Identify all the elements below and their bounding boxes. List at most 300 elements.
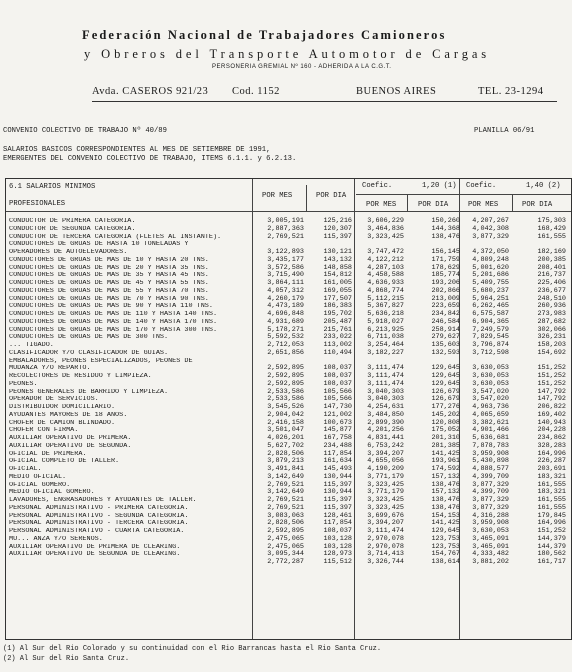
value-por-dia: 103,128 <box>323 542 352 551</box>
value-coef2-por-dia: 183,321 <box>537 488 566 497</box>
value-coef1-por-dia: 193,206 <box>431 279 460 287</box>
row-category: CONDUCTORES DE GRUAS DE MAS DE 140 Y HASTA 170 TNS. <box>9 318 218 326</box>
value-coef2-por-dia: 180,562 <box>537 550 566 559</box>
value-por-dia: 100,673 <box>323 418 352 427</box>
value-coef1-por-dia: 213,009 <box>431 294 460 303</box>
value-coef1-por-mes: 5,112,215 <box>367 294 404 303</box>
address-city: BUENOS AIRES <box>356 86 437 97</box>
value-coef1-por-dia: 135,603 <box>431 341 460 349</box>
value-por-mes: 3,715,490 <box>267 271 304 280</box>
section-title: 6.1 SALARIOS MINIMOS <box>9 183 96 191</box>
row-category: AYUDANTES MAYORES DE 18 AÑOS. <box>9 411 128 419</box>
value-coef1-por-mes: 2,899,390 <box>367 418 404 427</box>
row-category: MUDANZA Y/O REPARTO. <box>9 365 91 373</box>
value-por-dia: 215,761 <box>323 325 352 334</box>
value-coef1-por-dia: 126,679 <box>431 395 460 404</box>
value-coef2-por-dia: 161,555 <box>537 480 566 489</box>
value-coef1-por-dia: 281,385 <box>431 441 460 450</box>
value-coef1-por-dia: 185,774 <box>431 271 460 280</box>
row-category: CONDUCTORES DE GRUAS DE MAS DE 20 Y HASTA 35 TNS. <box>9 264 209 272</box>
value-por-dia: 130,944 <box>323 472 352 481</box>
value-coef1-por-mes: 4,655,056 <box>367 457 404 466</box>
value-coef2-por-dia: 248,510 <box>537 294 566 303</box>
value-coef1-por-mes: 2,970,078 <box>367 542 404 551</box>
value-coef2-por-mes: 3,465,091 <box>472 534 509 543</box>
value-por-mes: 5,178,271 <box>267 325 304 334</box>
letterhead-personeria: PERSONERIA GREMIAL Nº 160 - ADHERIDA A LA C.G.T. <box>212 64 392 70</box>
value-por-mes: 2,475,065 <box>267 542 304 551</box>
value-coef2-por-mes: 3,465,091 <box>472 542 509 551</box>
row-category: PEONES GENERALES DE BARRIDO Y LIMPIEZA. <box>9 388 169 396</box>
value-coef1-por-mes: 4,122,212 <box>367 255 404 264</box>
value-por-mes: 3,545,526 <box>267 403 304 411</box>
value-coef1-por-mes: 4,190,209 <box>367 465 404 473</box>
value-coef2-por-mes: 3,877,329 <box>472 503 509 512</box>
value-por-dia: 117,854 <box>323 449 352 458</box>
row-category: CONDUCTORES DE GRUAS DE MAS DE 45 Y HASTA 55 TNS. <box>9 280 209 287</box>
value-por-mes: 2,887,363 <box>267 224 304 233</box>
row-category: CONDUCTORES DE GRUAS DE MAS DE 10 Y HASTA 20 TNS. <box>9 256 209 264</box>
value-coef1-por-mes: 3,464,836 <box>367 224 404 233</box>
value-por-mes: 3,501,047 <box>267 426 304 435</box>
value-coef1-por-dia: 154,153 <box>431 511 460 520</box>
value-coef1-por-mes: 3,771,179 <box>367 488 404 497</box>
value-coef1-por-mes: 3,111,474 <box>367 364 404 373</box>
value-coef2-por-dia: 161,555 <box>537 232 566 241</box>
value-coef2-por-dia: 154,692 <box>537 348 566 357</box>
value-coef2-por-mes: 4,316,288 <box>472 511 509 520</box>
value-por-dia: 115,397 <box>323 480 352 489</box>
value-coef1-por-dia: 246,584 <box>431 317 460 326</box>
value-por-mes: 3,142,649 <box>267 472 304 481</box>
value-coef1-por-dia: 123,753 <box>431 534 460 543</box>
row-category: CONDUCTOR DE TERCERA CATEGORIA (FLETES AL INSTANTE). <box>9 233 222 241</box>
value-por-mes: 2,475,065 <box>267 534 304 543</box>
value-por-mes: 4,473,189 <box>267 302 304 311</box>
value-coef1-por-dia: 145,202 <box>431 410 460 419</box>
row-category: CONDUCTOR DE SEGUNDA CATEGORIA. <box>9 225 136 233</box>
value-por-mes: 2,592,895 <box>267 379 304 388</box>
value-por-dia: 205,487 <box>323 317 352 326</box>
value-coef1-por-dia: 201,310 <box>431 434 460 442</box>
value-por-mes: 2,533,586 <box>267 395 304 404</box>
value-coef1-por-mes: 4,287,103 <box>367 263 404 272</box>
value-coef2-por-mes: 5,409,755 <box>472 279 509 287</box>
value-coef2-por-dia: 273,983 <box>537 310 566 318</box>
value-coef1-por-mes: 5,367,827 <box>367 302 404 311</box>
value-coef2-por-mes: 6,262,465 <box>472 302 509 311</box>
row-category: MEDIO OFICIAL. <box>9 473 67 481</box>
value-coef2-por-dia: 326,231 <box>537 333 566 342</box>
value-por-dia: 105,566 <box>323 387 352 396</box>
value-coef2-por-dia: 179,845 <box>537 511 566 520</box>
value-coef1-por-dia: 120,808 <box>431 418 460 427</box>
value-por-dia: 105,566 <box>323 395 352 404</box>
value-coef2-por-mes: 6,575,587 <box>472 310 509 318</box>
row-category: PERSONAL ADMINISTRATIVO - PRIMERA CATEGORIA. <box>9 504 189 512</box>
value-coef1-por-dia: 279,627 <box>431 333 460 342</box>
value-coef2-por-mes: 3,881,202 <box>472 558 509 566</box>
value-coef2-por-dia: 216,737 <box>537 271 566 280</box>
value-coef1-por-mes: 3,323,425 <box>367 232 404 241</box>
value-coef2-por-dia: 206,822 <box>537 403 566 411</box>
value-coef2-por-mes: 3,877,329 <box>472 480 509 489</box>
value-coef2-por-dia: 147,792 <box>537 395 566 404</box>
value-por-mes: 3,435,177 <box>267 255 304 264</box>
row-category: AUXILIAR OPERATIVO DE PRIMERA. <box>9 435 132 442</box>
value-coef1-por-dia: 175,052 <box>431 426 460 435</box>
value-coef2-por-mes: 4,333,482 <box>472 550 509 559</box>
value-coef1-por-mes: 3,254,464 <box>367 341 404 349</box>
value-coef1-por-mes: 6,711,038 <box>367 333 404 342</box>
value-por-mes: 3,095,344 <box>267 550 304 559</box>
value-coef1-por-dia: 234,842 <box>431 310 460 318</box>
value-coef1-por-dia: 129,645 <box>431 379 460 388</box>
value-coef1-por-mes: 4,831,441 <box>367 434 404 442</box>
value-coef1-por-dia: 178,629 <box>431 263 460 272</box>
value-coef2-por-mes: 5,430,898 <box>472 457 509 466</box>
value-coef2-por-dia: 161,555 <box>537 496 566 504</box>
value-por-mes: 2,769,521 <box>267 503 304 512</box>
value-coef2-por-mes: 7,829,545 <box>472 333 509 342</box>
value-coef2-por-mes: 5,636,681 <box>472 434 509 442</box>
table-row <box>6 350 571 358</box>
value-coef1-por-dia: 258,914 <box>431 325 460 334</box>
row-category: CLASIFICADOR Y/O CLASIFICADOR DE GUIAS. <box>9 349 169 357</box>
value-coef1-por-dia: 141,425 <box>431 519 460 528</box>
value-coef1-por-mes: 3,714,413 <box>367 550 404 559</box>
coef-label-1: Coefic. <box>362 182 393 190</box>
value-coef2-por-dia: 328,283 <box>537 441 566 450</box>
value-por-dia: 177,507 <box>323 294 352 303</box>
value-por-dia: 108,037 <box>323 364 352 373</box>
table-row <box>6 559 571 567</box>
value-por-mes: 4,260,179 <box>267 294 304 303</box>
value-coef1-por-dia: 156,145 <box>431 248 460 256</box>
value-por-dia: 128,461 <box>323 511 352 520</box>
value-por-mes: 2,828,506 <box>267 449 304 458</box>
table-row <box>6 234 571 242</box>
value-por-mes: 3,572,586 <box>267 263 304 272</box>
value-coef1-por-mes: 4,254,631 <box>367 403 404 411</box>
value-coef1-por-dia: 129,645 <box>431 372 460 380</box>
value-por-mes: 2,769,521 <box>267 232 304 241</box>
value-coef1-por-dia: 157,132 <box>431 472 460 481</box>
row-category: OFICIAL DE PRIMERA. <box>9 450 87 458</box>
value-coef1-por-mes: 3,111,474 <box>367 379 404 388</box>
convenio-reference: CONVENIO COLECTIVO DE TRABAJO Nº 40/89 <box>3 127 167 135</box>
value-por-dia: 169,055 <box>323 286 352 295</box>
value-coef1-por-mes: 3,326,744 <box>367 558 404 566</box>
value-por-dia: 108,037 <box>323 372 352 380</box>
value-por-dia: 234,488 <box>323 441 352 450</box>
value-coef2-por-dia: 144,379 <box>537 542 566 551</box>
value-por-mes: 3,005,191 <box>267 217 304 225</box>
row-category: PEONES. <box>9 380 38 388</box>
value-coef1-por-mes: 3,040,303 <box>367 395 404 404</box>
value-coef1-por-dia: 154,767 <box>431 550 460 559</box>
value-por-dia: 145,877 <box>323 426 352 435</box>
value-coef2-por-mes: 4,901,466 <box>472 426 509 435</box>
value-coef1-por-mes: 5,918,027 <box>367 317 404 326</box>
header-divider <box>6 211 571 212</box>
value-por-mes: 2,651,856 <box>267 348 304 357</box>
value-coef1-por-mes: 3,394,207 <box>367 449 404 458</box>
value-por-mes: 2,712,053 <box>267 341 304 349</box>
value-por-dia: 130,121 <box>323 248 352 256</box>
value-por-mes: 4,026,201 <box>267 434 304 442</box>
profesionales-header: PROFESIONALES <box>9 200 66 208</box>
value-coef1-por-dia: 174,592 <box>431 465 460 473</box>
value-por-mes: 5,627,702 <box>267 441 304 450</box>
row-category: EMBALADORES, PEONES ESPECIALIZADOS, PEONES DE <box>9 357 193 365</box>
value-coef1-por-mes: 4,636,933 <box>367 279 404 287</box>
footnote-1: (1) Al Sur del Rio Colorado y su continuidad con el Rio Barrancas hasta el Rio Santa Cruz. <box>3 645 382 653</box>
value-coef1-por-dia: 132,593 <box>431 348 460 357</box>
row-category: CONDUCTORES DE GRUAS DE MAS DE 110 Y HASTA 140 TNS. <box>9 311 218 318</box>
header-line-1: SALARIOS BASICOS CORRESPONDIENTES AL MES DE SETIEMBRE DE 1991, <box>3 146 271 154</box>
value-coef1-por-dia: 129,645 <box>431 527 460 535</box>
col-divider-2 <box>306 185 307 211</box>
value-coef2-por-mes: 3,630,053 <box>472 364 509 373</box>
value-por-mes: 3,142,649 <box>267 488 304 497</box>
col-header-por-dia: POR DIA <box>316 192 347 200</box>
value-coef1-por-dia: 138,476 <box>431 480 460 489</box>
value-coef1-por-dia: 202,866 <box>431 286 460 295</box>
row-category: LAVADORES, ENGRASADORES Y AYUDANTES DE TALLER. <box>9 497 197 504</box>
value-coef1-por-dia: 177,276 <box>431 403 460 411</box>
value-por-mes: 2,828,506 <box>267 519 304 528</box>
row-category: CONDUCTORES DE GRUAS DE MAS DE 300 TNS. <box>9 334 169 342</box>
value-coef1-por-mes: 4,458,588 <box>367 271 404 280</box>
value-por-mes: 3,491,841 <box>267 465 304 473</box>
value-coef2-por-dia: 182,169 <box>537 248 566 256</box>
row-category: AUXILIAR OPERATIVO DE SEGUNDA. <box>9 442 132 450</box>
value-por-dia: 167,758 <box>323 434 352 442</box>
value-por-dia: 115,512 <box>323 558 352 566</box>
letterhead-subtitle: y Obreros del Transporte Automotor de Cargas <box>84 47 491 61</box>
value-coef2-por-mes: 3,630,053 <box>472 527 509 535</box>
value-por-mes: 2,416,158 <box>267 418 304 427</box>
value-coef2-por-dia: 147,792 <box>537 387 566 396</box>
value-coef1-por-mes: 3,394,207 <box>367 519 404 528</box>
row-category: CONDUCTORES DE GRUAS DE MAS DE 70 Y HASTA 90 TNS. <box>9 295 209 303</box>
value-coef2-por-dia: 164,996 <box>537 519 566 528</box>
footnote-2: (2) Al Sur del Rio Santa Cruz. <box>3 655 130 663</box>
value-coef2-por-mes: 4,809,248 <box>472 255 509 264</box>
col-divider-4 <box>407 194 408 211</box>
value-coef1-por-mes: 6,753,242 <box>367 441 404 450</box>
value-coef1-por-dia: 150,260 <box>431 217 460 225</box>
value-coef1-por-dia: 126,679 <box>431 387 460 396</box>
value-por-mes: 2,592,895 <box>267 364 304 373</box>
address-postal-code: Cod. 1152 <box>232 86 280 97</box>
value-coef1-por-mes: 3,111,474 <box>367 372 404 380</box>
letterhead-title: Federación Nacional de Trabajadores Camioneros <box>82 28 447 42</box>
row-category: CHOFER CON FIRMA. <box>9 427 79 435</box>
value-coef2-por-mes: 4,399,709 <box>472 488 509 497</box>
value-coef2-por-mes: 3,630,053 <box>472 379 509 388</box>
col-divider-6 <box>512 194 513 211</box>
value-por-mes: 4,931,689 <box>267 317 304 326</box>
value-coef1-por-dia: 138,476 <box>431 232 460 241</box>
value-coef1-por-dia: 138,614 <box>431 558 460 566</box>
value-por-mes: 3,864,111 <box>267 279 304 287</box>
value-coef2-por-mes: 3,630,053 <box>472 372 509 380</box>
value-coef1-por-mes: 3,040,303 <box>367 387 404 396</box>
value-por-dia: 145,493 <box>323 465 352 473</box>
value-coef2-por-dia: 200,385 <box>537 255 566 264</box>
value-coef1-por-mes: 6,213,925 <box>367 325 404 334</box>
value-coef1-por-mes: 3,771,179 <box>367 472 404 481</box>
value-coef2-por-mes: 3,712,598 <box>472 348 509 357</box>
row-category: PERSONAL ADMINISTRATIVO - TERCERA CATEGORIA. <box>9 520 189 528</box>
row-category: OFICIAL. <box>9 466 42 473</box>
value-coef1-por-dia: 171,759 <box>431 255 460 264</box>
value-coef1-por-mes: 3,699,676 <box>367 511 404 520</box>
value-coef1-por-dia: 193,961 <box>431 457 460 466</box>
col-header-coef2-por-mes: POR MES <box>468 201 499 209</box>
value-por-mes: 3,122,893 <box>267 248 304 256</box>
value-por-mes: 2,769,521 <box>267 496 304 504</box>
row-category: AUXILIAR OPERATIVO DE SEGUNDA DE CLEARING. <box>9 551 181 559</box>
value-por-dia: 115,397 <box>323 503 352 512</box>
coef-value-2: 1,40 (2) <box>526 182 561 190</box>
value-coef2-por-mes: 4,963,736 <box>472 403 509 411</box>
salary-table <box>5 178 572 640</box>
value-coef2-por-dia: 158,203 <box>537 341 566 349</box>
value-coef2-por-mes: 5,964,251 <box>472 294 509 303</box>
row-category: CONDUCTORES DE GRUAS DE MAS DE 90 Y HASTA 110 TNS. <box>9 303 213 311</box>
row-category: CONDUCTORES DE GRUAS DE MAS DE 35 Y HASTA 45 TNS. <box>9 272 209 280</box>
value-coef1-por-dia: 141,425 <box>431 449 460 458</box>
row-category: CONDUCTORES DE GRUAS DE MAS DE 55 Y HASTA 70 TNS. <box>9 287 209 295</box>
value-por-dia: 120,307 <box>323 224 352 233</box>
value-por-dia: 233,022 <box>323 333 352 342</box>
value-coef2-por-mes: 3,547,020 <box>472 395 509 404</box>
value-coef2-por-dia: 175,303 <box>537 217 566 225</box>
value-coef2-por-mes: 3,382,621 <box>472 418 509 427</box>
value-por-dia: 103,128 <box>323 534 352 543</box>
value-coef1-por-dia: 138,476 <box>431 503 460 512</box>
value-coef2-por-mes: 3,959,908 <box>472 519 509 528</box>
value-coef2-por-mes: 6,904,365 <box>472 317 509 326</box>
value-coef1-por-dia: 138,476 <box>431 496 460 504</box>
value-coef1-por-dia: 123,753 <box>431 542 460 551</box>
value-por-dia: 161,634 <box>323 457 352 466</box>
value-coef1-por-dia: 144,368 <box>431 224 460 233</box>
value-coef2-por-dia: 203,691 <box>537 465 566 473</box>
header-line-2: EMERGENTES DEL CONVENIO COLECTIVO DE TRABAJO, ITEMS 6.1.1. y 6.2.13. <box>3 155 297 163</box>
value-coef2-por-dia: 260,936 <box>537 302 566 311</box>
coef-value-1: 1,20 (1) <box>422 182 457 190</box>
value-coef2-por-mes: 4,042,308 <box>472 224 509 233</box>
value-coef2-por-mes: 4,065,659 <box>472 410 509 419</box>
coef-label-2: Coefic. <box>466 182 497 190</box>
col-header-por-mes: POR MES <box>262 192 293 200</box>
col-header-coef2-por-dia: POR DIA <box>522 201 553 209</box>
value-coef1-por-mes: 3,323,425 <box>367 503 404 512</box>
value-coef1-por-mes: 3,484,850 <box>367 410 404 419</box>
value-coef1-por-mes: 2,970,078 <box>367 534 404 543</box>
value-coef2-por-mes: 5,201,686 <box>472 271 509 280</box>
value-coef2-por-dia: 151,252 <box>537 379 566 388</box>
value-coef1-por-dia: 157,132 <box>431 488 460 497</box>
value-por-dia: 125,216 <box>323 217 352 225</box>
value-por-mes: 2,769,521 <box>267 480 304 489</box>
value-por-mes: 2,904,042 <box>267 410 304 419</box>
value-por-dia: 143,132 <box>323 255 352 264</box>
value-coef2-por-dia: 287,682 <box>537 317 566 326</box>
value-coef2-por-mes: 5,001,620 <box>472 263 509 272</box>
value-coef2-por-mes: 4,888,577 <box>472 465 509 473</box>
value-por-dia: 130,944 <box>323 488 352 497</box>
value-por-dia: 108,037 <box>323 379 352 388</box>
value-coef1-por-mes: 4,201,256 <box>367 426 404 435</box>
value-coef2-por-dia: 151,252 <box>537 527 566 535</box>
value-coef2-por-mes: 3,796,874 <box>472 341 509 349</box>
value-por-dia: 117,854 <box>323 519 352 528</box>
value-coef2-por-mes: 3,547,020 <box>472 387 509 396</box>
value-por-dia: 147,730 <box>323 403 352 411</box>
value-por-dia: 195,702 <box>323 310 352 318</box>
value-coef2-por-dia: 151,252 <box>537 364 566 373</box>
row-category: ... TIGADO. <box>9 342 54 349</box>
value-coef2-por-mes: 4,399,709 <box>472 472 509 481</box>
address-phone: TEL. 23-1294 <box>478 86 544 97</box>
col-header-coef1-por-mes: POR MES <box>366 201 397 209</box>
address-street: Avda. CASEROS 921/23 <box>92 86 209 97</box>
value-coef2-por-dia: 226,287 <box>537 457 566 466</box>
row-category: CONDUCTORES DE GRUAS DE MAS DE 170 Y HASTA 300 TNS. <box>9 326 218 334</box>
row-category: PERSONAL ADMINISTRATIVO - SEGUNDA CATEGORIA. <box>9 512 189 520</box>
row-category: CHOFER DE CAMION BLINDADO. <box>9 419 116 427</box>
value-coef2-por-dia: 208,401 <box>537 263 566 272</box>
value-por-dia: 154,812 <box>323 271 352 280</box>
value-coef2-por-mes: 7,878,783 <box>472 441 509 450</box>
value-por-dia: 128,973 <box>323 550 352 559</box>
value-por-mes: 5,592,532 <box>267 333 304 342</box>
value-coef1-por-mes: 4,868,774 <box>367 286 404 295</box>
value-por-mes: 2,592,895 <box>267 372 304 380</box>
value-coef2-por-dia: 302,066 <box>537 325 566 334</box>
row-category: CONDUCTORES DE GRUAS DE HASTA 10 TONELADAS Y <box>9 241 189 249</box>
value-coef1-por-mes: 3,606,229 <box>367 217 404 225</box>
value-por-dia: 148,858 <box>323 263 352 272</box>
value-por-mes: 4,696,848 <box>267 310 304 318</box>
value-por-dia: 110,494 <box>323 348 352 357</box>
value-coef1-por-mes: 3,323,425 <box>367 480 404 489</box>
value-coef2-por-dia: 164,996 <box>537 449 566 458</box>
coef-divider <box>356 194 571 195</box>
value-coef2-por-dia: 204,228 <box>537 426 566 435</box>
row-category: AUXILIAR OPERATIVO DE PRIMERA DE CLEARING. <box>9 543 181 551</box>
value-por-mes: 4,057,312 <box>267 286 304 295</box>
value-por-mes: 2,533,586 <box>267 387 304 396</box>
value-coef2-por-dia: 161,717 <box>537 558 566 566</box>
value-coef1-por-mes: 3,182,227 <box>367 348 404 357</box>
value-coef2-por-dia: 183,321 <box>537 472 566 481</box>
value-coef1-por-mes: 3,111,474 <box>367 527 404 535</box>
value-coef1-por-dia: 129,645 <box>431 364 460 373</box>
value-coef2-por-mes: 3,877,329 <box>472 232 509 241</box>
value-coef2-por-mes: 7,249,579 <box>472 325 509 334</box>
row-category: PERSONAL ADMINISTRATIVO - CUARTA CATEGORIA. <box>9 528 185 535</box>
value-por-dia: 113,002 <box>323 341 352 349</box>
value-coef2-por-dia: 144,379 <box>537 534 566 543</box>
value-por-mes: 2,772,287 <box>267 558 304 566</box>
value-coef2-por-mes: 4,372,050 <box>472 248 509 256</box>
